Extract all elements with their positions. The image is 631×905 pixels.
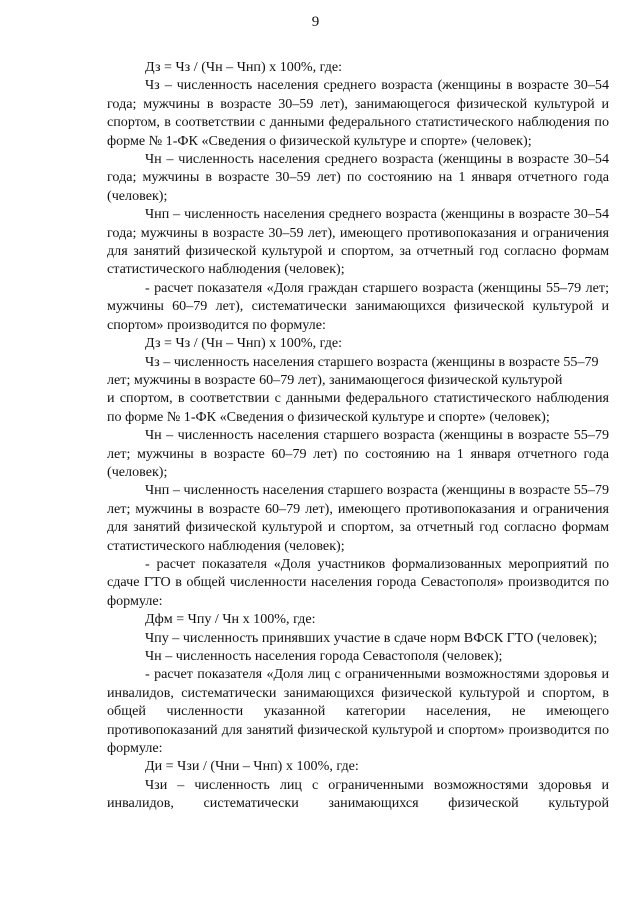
formula-gto: Дфм = Чпу / Чн х 100%, где: [145,611,316,628]
page-number: 9 [311,14,320,30]
formula-senior: Дз = Чз / (Чн – Чнп) х 100%, где: [145,335,343,352]
definition-chn-senior: Чн – численность населения старшего возраста (женщины в возрасте 55–79 лет; мужчины в возрасте 60–79 лет) по состоянию на 1 января отчетного года (человек); [107,427,609,480]
calculation-disabled-share: - расчет показателя «Доля лиц с ограниченными возможностями здоровья и инвалидов, систематически занимающихся физической культурой и спортом, в общей численности указанной категории населения, не имеющего противопоказаний для занятий физической культурой и спортом» производится по формуле: [107,666,609,757]
definition-chz-senior-part1: Чз – численность населения старшего возраста (женщины в возрасте 55–79 лет; мужчины в возрасте 60–79 лет), занимающегося физической культурой [107,353,599,388]
definition-chnp-middle-age: Чнп – численность населения среднего возраста (женщины в возрасте 30–54 года; мужчины в возрасте 30–59 лет), имеющего противопоказания и ограничения для занятий физической культурой и спортом, за отчетный год согласно формам статистического наблюдения (человек); [107,206,609,278]
definition-chn-city: Чн – численность населения города Севастополя (человек); [145,648,503,664]
definition-chz-middle-age: Чз – численность населения среднего возраста (женщины в возрасте 30–54 года; мужчины в возрасте 30–59 лет), занимающегося физической культурой и спортом, в соответствии с данными федерального статистического наблюдения по форме № 1-ФК «Сведения о физической культуре и спорте» (человек); [107,77,609,149]
definition-chnp-senior: Чнп – численность населения старшего возраста (женщины в возрасте 55–79 лет; мужчины в возрасте 60–79 лет), имеющего противопоказания и ограничения для занятий физической культурой и спортом, за отчетный год согласно формам статистического наблюдения (человек); [107,482,609,554]
formula-disabled: Ди = Чзи / (Чни – Чнп) х 100%, где: [145,758,359,775]
calculation-gto-share: - расчет показателя «Доля участников формализованных мероприятий по сдаче ГТО в общей численности населения города Севастополя» производится по формуле: [107,555,609,609]
document-body [107,58,609,813]
definition-chz-senior-part2: и спортом, в соответствии с данными федерального статистического наблюдения по форме № 1-ФК «Сведения о физической культуре и спорте» (человек); [107,390,609,425]
formula-middle-age: Дз = Чз / (Чн – Чнп) х 100%, где: [145,59,343,75]
definition-chzi: Чзи – численность лиц с ограниченными возможностями здоровья и инвалидов, систематически занимающихся физической культурой [107,776,609,812]
definition-chn-middle-age: Чн – численность населения среднего возраста (женщины в возрасте 30–54 года; мужчины в возрасте 30–59 лет) по состоянию на 1 января отчетного года (человек); [107,151,609,204]
definition-chpu: Чпу – численность принявших участие в сдаче норм ВФСК ГТО (человек); [145,629,598,646]
calculation-senior-share: - расчет показателя «Доля граждан старшего возраста (женщины 55–79 лет; мужчины 60–79 лет), систематически занимающихся физической культурой и спортом» производится по формуле: [107,279,609,333]
